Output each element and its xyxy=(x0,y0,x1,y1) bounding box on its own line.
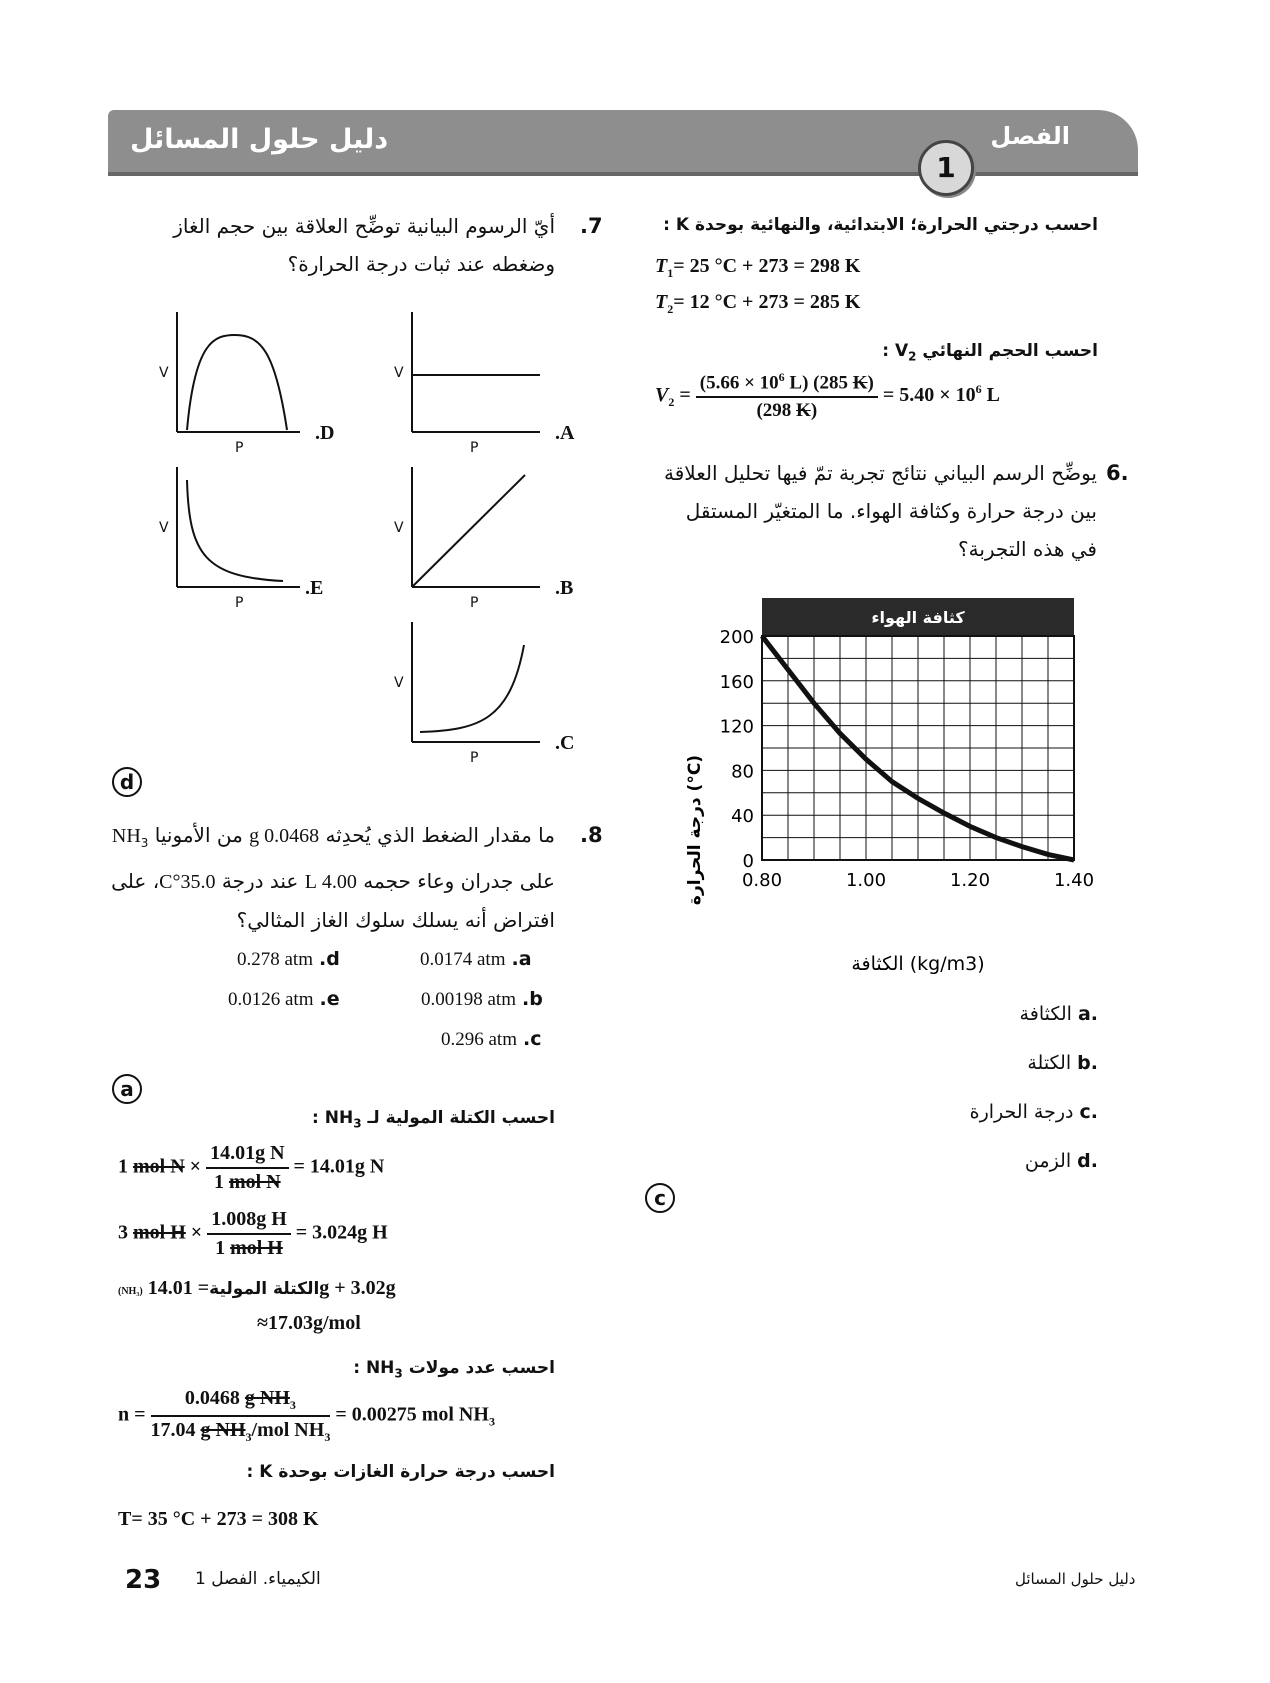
graph-d-letter: .D xyxy=(315,422,335,444)
q6-option-a[interactable]: .a الكثافة xyxy=(1019,1003,1098,1025)
q8-option-e[interactable]: 0.0126 atm .e xyxy=(228,988,340,1010)
chart-y-tick-label: 120 xyxy=(719,716,754,738)
graph-d[interactable] xyxy=(155,310,345,460)
chart-y-tick-label: 160 xyxy=(719,671,754,693)
equation-molar-mass: (NH₃) الكتلة المولية= 14.01g + 3.02g xyxy=(118,1277,396,1299)
graph-e-letter: .E xyxy=(305,577,324,599)
step-gas-temperature: احسب درجة حرارة الغازات بوحدة K : xyxy=(246,1462,555,1482)
graph-a-p-label: P xyxy=(470,440,479,456)
chart-x-tick-label: 0.80 xyxy=(741,870,783,891)
question-6-number: 6. xyxy=(1106,461,1129,485)
graph-c[interactable] xyxy=(390,620,590,770)
q6-answer-badge: c xyxy=(645,1183,675,1213)
chart-x-label: الكثافة (kg/m3) xyxy=(851,953,985,975)
chart-x-tick-label: 1.40 xyxy=(1053,870,1095,891)
step-temperatures: احسب درجتي الحرارة؛ الابتدائية، والنهائية بوحدة K : xyxy=(663,215,1098,235)
footer-course: الكيمياء. الفصل 1 xyxy=(195,1569,321,1589)
chart-y-ticks xyxy=(720,627,754,872)
density-temperature-chart xyxy=(670,590,1100,980)
equation-nitrogen: 1 mol N × $\frac{\text{14.01g N}}{\text{1 mol N}}$ = 14.01g N xyxy=(118,1142,385,1193)
equation-t1: $T_1= 25$ °C + 273 = 298 K xyxy=(655,255,861,280)
graph-a-v-label: V xyxy=(394,365,404,381)
graph-b-p-label: P xyxy=(470,595,479,611)
graph-e[interactable] xyxy=(155,465,345,615)
graph-a-letter: .A xyxy=(555,422,575,444)
question-8-text: ما مقدار الضغط الذي يُحدِثه 0.0468 g من الأمونيا $NH_3$ على جدران وعاء حجمه 4.00 L عند درجة 35.0°C، على افتراض أنه يسلك سلوك الغاز المثالي؟ xyxy=(111,823,555,932)
equation-hydrogen: 3 mol H × $\frac{\text{1.008g H}}{\text{1 mol H}}$ = 3.024g H xyxy=(118,1208,388,1259)
chart-y-tick-label: 0 xyxy=(742,851,754,872)
chart-y-tick-label: 40 xyxy=(731,806,754,828)
q6-option-c[interactable]: .c درجة الحرارة xyxy=(969,1101,1098,1123)
graph-c-p-label: P xyxy=(470,750,479,766)
footer-guide: دليل حلول المسائل xyxy=(1015,1570,1136,1588)
q7-answer-badge: d xyxy=(112,767,142,797)
step-molar-mass: احسب الكتلة المولية لـ $NH_3$ : xyxy=(312,1108,555,1131)
chart-x-ticks xyxy=(742,870,1094,891)
q8-option-c[interactable]: 0.296 atm .c xyxy=(441,1028,542,1050)
graph-e-p-label: P xyxy=(235,595,244,611)
q8-option-d[interactable]: 0.278 atm .d xyxy=(237,948,340,970)
graph-a[interactable] xyxy=(390,310,590,460)
equation-molar-result: ≈17.03g/mol xyxy=(257,1312,361,1334)
q8-answer-badge: a xyxy=(112,1074,142,1104)
chart-x-tick-label: 1.20 xyxy=(949,870,991,891)
q6-option-b[interactable]: .b الكتلة xyxy=(1027,1052,1098,1074)
q8-option-a[interactable]: 0.0174 atm .a xyxy=(420,948,532,970)
equation-moles: n = $\frac{0.0468 g NH_3}{17.04 g NH_3/mol NH_3}$ = 0.00275 mol $NH_3$ xyxy=(118,1387,495,1444)
graph-c-v-label: V xyxy=(394,675,404,691)
q6-option-d[interactable]: .d الزمن xyxy=(1024,1150,1098,1172)
equation-v2: $V_2$ = $\frac{(5.66 \times 10^6 L) (285 K)}{(298 K)}$ = $5.40 \times 10^6$ L xyxy=(655,370,1000,422)
graph-b-v-label: V xyxy=(394,520,404,536)
equation-t2: $T_2= 12$ °C + 273 = 285 K xyxy=(655,291,861,316)
q8-option-b[interactable]: 0.00198 atm .b xyxy=(421,988,543,1010)
graph-b-letter: .B xyxy=(555,577,574,599)
chart-y-tick-label: 200 xyxy=(719,627,754,648)
graph-e-v-label: V xyxy=(159,520,169,536)
step-final-volume: احسب الحجم النهائي $V_2$ : xyxy=(882,341,1098,364)
chart-y-label: درجة الحرارة (°C) xyxy=(685,754,705,906)
chapter-number-badge: 1 xyxy=(918,140,974,196)
graph-c-letter: .C xyxy=(555,732,575,754)
chapter-label: الفصل xyxy=(990,122,1070,150)
chart-grid xyxy=(762,636,1074,860)
question-7-text: أيّ الرسوم البيانية توضِّح العلاقة بين حجم الغاز وضغطه عند ثبات درجة الحرارة؟ xyxy=(173,214,555,276)
chart-title: كثافة الهواء xyxy=(871,608,965,627)
page-number: 23 xyxy=(125,1565,162,1595)
question-7-number: .7 xyxy=(580,214,603,238)
step-moles: احسب عدد مولات $NH_3$ : xyxy=(353,1358,555,1381)
graph-d-v-label: V xyxy=(159,365,169,381)
question-8-number: .8 xyxy=(580,823,603,847)
equation-temperature: T= 35 °C + 273 = 308 K xyxy=(118,1508,319,1530)
chart-y-tick-label: 80 xyxy=(731,761,754,783)
graph-b[interactable] xyxy=(390,465,590,615)
graph-d-p-label: P xyxy=(235,440,244,456)
chart-x-tick-label: 1.00 xyxy=(845,870,887,891)
page-title: دليل حلول المسائل xyxy=(130,124,389,155)
question-6-text: يوضِّح الرسم البياني نتائج تجربة تمّ فيها تحليل العلاقة بين درجة حرارة وكثافة الهواء. ما المتغيّر المستقل في هذه التجربة؟ xyxy=(663,461,1097,561)
